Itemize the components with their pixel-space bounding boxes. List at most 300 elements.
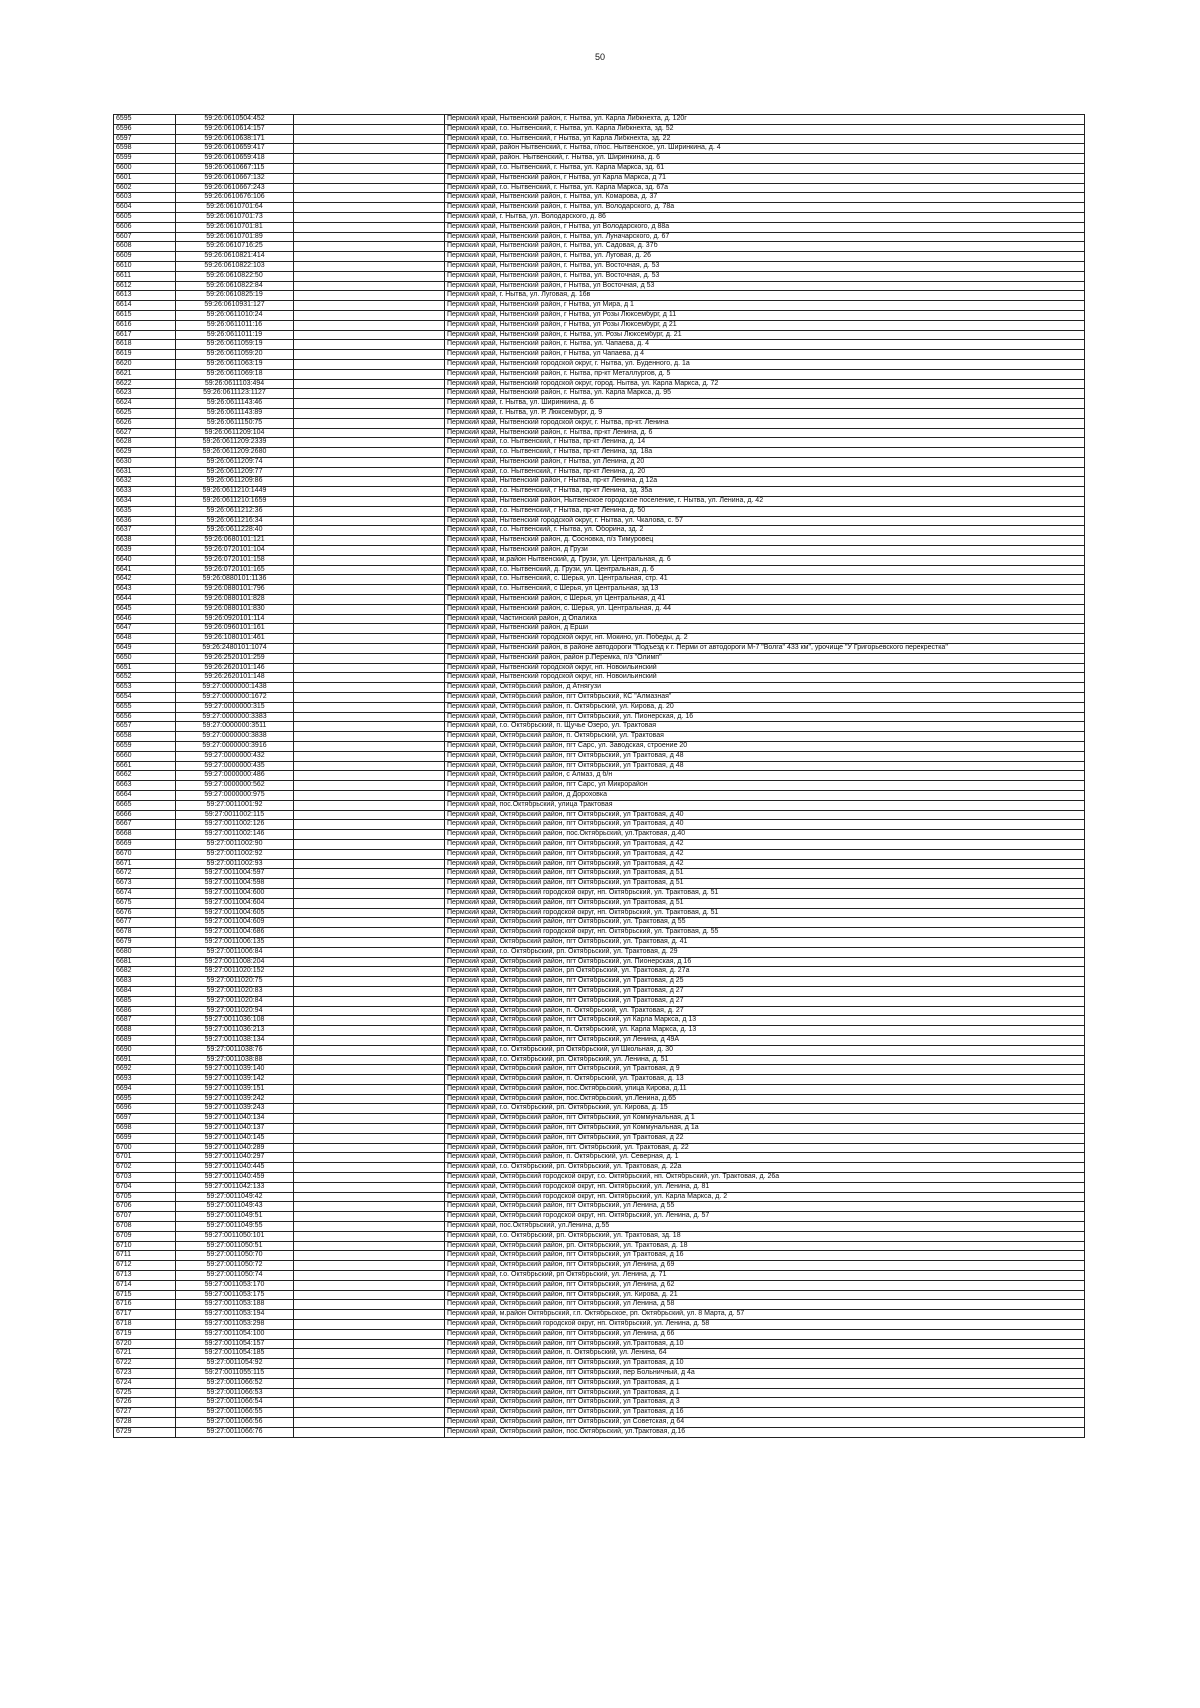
row-number-cell: 6617 xyxy=(114,330,176,340)
address-cell: Пермский край, Нытвенский городской округ, г. Нытва, ул. Чкалова, с. 57 xyxy=(445,516,1085,526)
address-cell: Пермский край, Частинский район, д Опалиха xyxy=(445,614,1085,624)
cadastral-number-cell: 59:27:0011042:133 xyxy=(176,1182,294,1192)
address-cell: Пермский край, Октябрьский район, пгт Октябрьский, ул Трактовая, д 1 xyxy=(445,1388,1085,1398)
empty-cell xyxy=(294,771,445,781)
address-cell: Пермский край, г.о. Октябрьский, рп Октябрьский, ул Школьная, д. 30 xyxy=(445,1045,1085,1055)
empty-cell xyxy=(294,1290,445,1300)
address-cell: Пермский край, Октябрьский район, пгт Октябрьский, КС "Алмазная" xyxy=(445,693,1085,703)
address-cell: Пермский край, Нытвенский район, г. Нытва, ул. Володарского, д. 78а xyxy=(445,203,1085,213)
table-row xyxy=(114,614,1085,624)
empty-cell xyxy=(294,683,445,693)
row-number-cell: 6695 xyxy=(114,1094,176,1104)
cadastral-number-cell: 59:27:0000000:3511 xyxy=(176,722,294,732)
empty-cell xyxy=(294,1035,445,1045)
address-cell: Пермский край, Октябрьский район, пгт Октябрьский, ул Ленина, д 66 xyxy=(445,1329,1085,1339)
empty-cell xyxy=(294,1388,445,1398)
row-number-cell: 6657 xyxy=(114,722,176,732)
cadastral-number-cell: 59:26:0610716:25 xyxy=(176,242,294,252)
row-number-cell: 6707 xyxy=(114,1212,176,1222)
cadastral-number-cell: 59:26:0880101:828 xyxy=(176,595,294,605)
row-number-cell: 6685 xyxy=(114,996,176,1006)
table-row xyxy=(114,800,1085,810)
empty-cell xyxy=(294,1153,445,1163)
cadastral-number-cell: 59:27:0000000:1672 xyxy=(176,693,294,703)
table-row xyxy=(114,506,1085,516)
empty-cell xyxy=(294,869,445,879)
cadastral-number-cell: 59:27:0000000:315 xyxy=(176,702,294,712)
row-number-cell: 6692 xyxy=(114,1065,176,1075)
row-number-cell: 6719 xyxy=(114,1329,176,1339)
cadastral-number-cell: 59:27:0011049:55 xyxy=(176,1222,294,1232)
address-cell: Пермский край, пос.Октябрьский, улица Трактовая xyxy=(445,800,1085,810)
table-row xyxy=(114,1192,1085,1202)
table-row xyxy=(114,869,1085,879)
cadastral-number-cell: 59:27:0011020:94 xyxy=(176,1006,294,1016)
row-number-cell: 6599 xyxy=(114,154,176,164)
empty-cell xyxy=(294,1222,445,1232)
address-cell: Пермский край, Октябрьский городской округ, нп. Октябрьский, ул. Ленина, д. 81 xyxy=(445,1182,1085,1192)
table-row xyxy=(114,1124,1085,1134)
address-cell: Пермский край, Октябрьский городской округ, нп. Октябрьский, ул. Трактовая, д. 55 xyxy=(445,928,1085,938)
address-cell: Пермский край, Октябрьский район, п. Октябрьский, ул. Ленина, 64 xyxy=(445,1349,1085,1359)
table-row xyxy=(114,1378,1085,1388)
row-number-cell: 6681 xyxy=(114,957,176,967)
empty-cell xyxy=(294,1339,445,1349)
address-cell: Пермский край, Октябрьский район, пгт Октябрьский, ул Ленина, д 49А xyxy=(445,1035,1085,1045)
row-number-cell: 6647 xyxy=(114,624,176,634)
table-row xyxy=(114,350,1085,360)
row-number-cell: 6705 xyxy=(114,1192,176,1202)
row-number-cell: 6660 xyxy=(114,751,176,761)
address-cell: Пермский край, Нытвенский городской округ, нп. Новоильинский xyxy=(445,673,1085,683)
table-row xyxy=(114,781,1085,791)
address-cell: Пермский край, Октябрьский район, пос.Октябрьский, ул.Трактовая, д.40 xyxy=(445,830,1085,840)
row-number-cell: 6721 xyxy=(114,1349,176,1359)
row-number-cell: 6629 xyxy=(114,448,176,458)
address-cell: Пермский край, Октябрьский район, пгт Октябрьский, ул Трактовая, д 51 xyxy=(445,879,1085,889)
address-cell: Пермский край, г.о. Нытвенский, г. Нытва, ул. Карла Маркса, зд. 67а xyxy=(445,183,1085,193)
empty-cell xyxy=(294,761,445,771)
address-cell: Пермский край, Нытвенский район, г Нытва, ул Розы Люксембург, д 11 xyxy=(445,310,1085,320)
address-cell: Пермский край, Октябрьский район, рп. Октябрьский, ул. Трактовая, д. 18 xyxy=(445,1241,1085,1251)
empty-cell xyxy=(294,644,445,654)
row-number-cell: 6712 xyxy=(114,1261,176,1271)
address-cell: Пермский край, Октябрьский район, пгт Октябрьский, ул Советская, д 64 xyxy=(445,1417,1085,1427)
table-row xyxy=(114,595,1085,605)
row-number-cell: 6663 xyxy=(114,781,176,791)
cadastral-number-cell: 59:26:0611209:104 xyxy=(176,428,294,438)
table-row xyxy=(114,379,1085,389)
row-number-cell: 6603 xyxy=(114,193,176,203)
empty-cell xyxy=(294,839,445,849)
row-number-cell: 6682 xyxy=(114,967,176,977)
row-number-cell: 6636 xyxy=(114,516,176,526)
address-cell: Пермский край, г.о. Октябрьский, рп Октябрьский, ул. Ленина, д. 71 xyxy=(445,1271,1085,1281)
address-cell: Пермский край, Октябрьский район, пгт Октябрьский, ул Трактовая, д 48 xyxy=(445,751,1085,761)
empty-cell xyxy=(294,428,445,438)
empty-cell xyxy=(294,1241,445,1251)
row-number-cell: 6613 xyxy=(114,291,176,301)
cadastral-number-cell: 59:26:0610504:452 xyxy=(176,115,294,125)
address-cell: Пермский край, Нытвенский городской округ, город. Нытва, ул. Карла Маркса, д. 72 xyxy=(445,379,1085,389)
address-cell: Пермский край, Октябрьский район, пос.Октябрьский, ул.Ленина, д.65 xyxy=(445,1094,1085,1104)
cadastral-number-cell: 59:26:0611209:74 xyxy=(176,457,294,467)
row-number-cell: 6644 xyxy=(114,595,176,605)
address-cell: Пермский край, Октябрьский район, пгт Октябрьский, пер Больничный, д 4а xyxy=(445,1369,1085,1379)
cadastral-number-cell: 59:27:0011054:92 xyxy=(176,1359,294,1369)
empty-cell xyxy=(294,310,445,320)
row-number-cell: 6717 xyxy=(114,1310,176,1320)
empty-cell xyxy=(294,663,445,673)
cadastral-number-cell: 59:27:0011002:126 xyxy=(176,820,294,830)
row-number-cell: 6624 xyxy=(114,399,176,409)
empty-cell xyxy=(294,1143,445,1153)
row-number-cell: 6601 xyxy=(114,173,176,183)
address-cell: Пермский край, Нытвенский район, г. Нытва, ул. Карла Либкнехта, д. 120г xyxy=(445,115,1085,125)
empty-cell xyxy=(294,800,445,810)
cadastral-number-cell: 59:27:0011036:108 xyxy=(176,1016,294,1026)
empty-cell xyxy=(294,1329,445,1339)
cadastral-number-cell: 59:27:0011054:157 xyxy=(176,1339,294,1349)
empty-cell xyxy=(294,986,445,996)
table-row xyxy=(114,810,1085,820)
empty-cell xyxy=(294,163,445,173)
empty-cell xyxy=(294,673,445,683)
row-number-cell: 6696 xyxy=(114,1104,176,1114)
cadastral-number-cell: 59:26:0611209:2680 xyxy=(176,448,294,458)
table-row xyxy=(114,712,1085,722)
table-row xyxy=(114,830,1085,840)
table-row xyxy=(114,1388,1085,1398)
registry-table-body xyxy=(114,115,1085,1438)
address-cell: Пермский край, Октябрьский район, пгт Сарс, ул. Заводская, строение 20 xyxy=(445,742,1085,752)
address-cell: Пермский край, Нытвенский городской округ, нп. Новоильинский xyxy=(445,663,1085,673)
row-number-cell: 6709 xyxy=(114,1231,176,1241)
cadastral-number-cell: 59:27:0011036:213 xyxy=(176,1026,294,1036)
table-row xyxy=(114,183,1085,193)
row-number-cell: 6620 xyxy=(114,359,176,369)
row-number-cell: 6638 xyxy=(114,536,176,546)
table-row xyxy=(114,683,1085,693)
row-number-cell: 6693 xyxy=(114,1075,176,1085)
empty-cell xyxy=(294,781,445,791)
address-cell: Пермский край, Октябрьский район, д Атнягузи xyxy=(445,683,1085,693)
row-number-cell: 6687 xyxy=(114,1016,176,1026)
empty-cell xyxy=(294,1104,445,1114)
row-number-cell: 6654 xyxy=(114,693,176,703)
empty-cell xyxy=(294,967,445,977)
table-row xyxy=(114,732,1085,742)
address-cell: Пермский край, Октябрьский район, пгт Октябрьский, ул. Пионерская, д 16 xyxy=(445,957,1085,967)
row-number-cell: 6694 xyxy=(114,1084,176,1094)
cadastral-number-cell: 59:26:0610825:19 xyxy=(176,291,294,301)
cadastral-number-cell: 59:27:0011020:83 xyxy=(176,986,294,996)
empty-cell xyxy=(294,1378,445,1388)
cadastral-number-cell: 59:27:0011040:289 xyxy=(176,1143,294,1153)
table-row xyxy=(114,1153,1085,1163)
empty-cell xyxy=(294,359,445,369)
address-cell: Пермский край, Октябрьский городской округ, нп. Октябрьский, ул. Ленина, д. 57 xyxy=(445,1212,1085,1222)
row-number-cell: 6633 xyxy=(114,487,176,497)
empty-cell xyxy=(294,928,445,938)
empty-cell xyxy=(294,575,445,585)
address-cell: Пермский край, Нытвенский район, г Нытва, ул Володарского, д 88а xyxy=(445,222,1085,232)
table-row xyxy=(114,1300,1085,1310)
table-row xyxy=(114,330,1085,340)
address-cell: Пермский край, Октябрьский район, пос.Октябрьский, улица Кирова, д.11 xyxy=(445,1084,1085,1094)
address-cell: Пермский край, Октябрьский район, пгт Октябрьский, ул Трактовая, д 51 xyxy=(445,869,1085,879)
cadastral-number-cell: 59:26:0880101:796 xyxy=(176,585,294,595)
row-number-cell: 6642 xyxy=(114,575,176,585)
cadastral-number-cell: 59:27:0011039:140 xyxy=(176,1065,294,1075)
table-row xyxy=(114,1133,1085,1143)
cadastral-number-cell: 59:27:0011050:74 xyxy=(176,1271,294,1281)
cadastral-number-cell: 59:27:0011054:100 xyxy=(176,1329,294,1339)
cadastral-number-cell: 59:26:0610701:89 xyxy=(176,232,294,242)
empty-cell xyxy=(294,742,445,752)
address-cell: Пермский край, Нытвенский район, г. Нытва, ул. Луначарского, д. 67 xyxy=(445,232,1085,242)
table-row xyxy=(114,222,1085,232)
table-row xyxy=(114,526,1085,536)
cadastral-number-cell: 59:27:0011001:92 xyxy=(176,800,294,810)
table-row xyxy=(114,1212,1085,1222)
table-row xyxy=(114,967,1085,977)
cadastral-number-cell: 59:27:0011040:137 xyxy=(176,1124,294,1134)
cadastral-number-cell: 59:27:0011053:175 xyxy=(176,1290,294,1300)
address-cell: Пермский край, г. Нытва, ул. Володарского, д. 86 xyxy=(445,212,1085,222)
row-number-cell: 6711 xyxy=(114,1251,176,1261)
empty-cell xyxy=(294,937,445,947)
empty-cell xyxy=(294,1006,445,1016)
address-cell: Пермский край, Нытвенский район, с Шерья, ул Центральная, д 41 xyxy=(445,595,1085,605)
address-cell: Пермский край, Октябрьский район, д Дороховка xyxy=(445,790,1085,800)
address-cell: Пермский край, Октябрьский район, пгт Октябрьский, ул. Трактовая, д 55 xyxy=(445,918,1085,928)
cadastral-number-cell: 59:27:0011008:204 xyxy=(176,957,294,967)
address-cell: Пермский край, Октябрьский район, пгт Октябрьский, ул Трактовая, д 10 xyxy=(445,1359,1085,1369)
empty-cell xyxy=(294,859,445,869)
cadastral-number-cell: 59:27:0011004:600 xyxy=(176,888,294,898)
address-cell: Пермский край, Октябрьский городской округ, нп. Октябрьский, ул. Карла Маркса, д. 2 xyxy=(445,1192,1085,1202)
row-number-cell: 6612 xyxy=(114,281,176,291)
table-row xyxy=(114,310,1085,320)
empty-cell xyxy=(294,702,445,712)
cadastral-number-cell: 59:27:0011066:55 xyxy=(176,1408,294,1418)
table-row xyxy=(114,173,1085,183)
address-cell: Пермский край, Октябрьский район, пгт Октябрьский, ул Трактовая, д 27 xyxy=(445,996,1085,1006)
table-row xyxy=(114,634,1085,644)
address-cell: Пермский край, Нытвенский район, г Нытва, ул Восточная, д 53 xyxy=(445,281,1085,291)
address-cell: Пермский край, Октябрьский район, пгт Октябрьский, ул Трактовая, д 48 xyxy=(445,761,1085,771)
empty-cell xyxy=(294,350,445,360)
cadastral-number-cell: 59:27:0011038:76 xyxy=(176,1045,294,1055)
table-row xyxy=(114,1045,1085,1055)
table-row xyxy=(114,232,1085,242)
address-cell: Пермский край, Нытвенский район, г. Нытва, ул. Восточная, д. 53 xyxy=(445,261,1085,271)
empty-cell xyxy=(294,555,445,565)
empty-cell xyxy=(294,134,445,144)
cadastral-number-cell: 59:27:0011002:92 xyxy=(176,849,294,859)
address-cell: Пермский край, г.о. Нытвенский, г. Нытва, ул. Карла Либкнехта, зд. 52 xyxy=(445,124,1085,134)
table-row xyxy=(114,653,1085,663)
table-row xyxy=(114,448,1085,458)
address-cell: Пермский край, Октябрьский район, п. Октябрьский, ул. Северная, д. 1 xyxy=(445,1153,1085,1163)
table-row xyxy=(114,428,1085,438)
table-row xyxy=(114,888,1085,898)
empty-cell xyxy=(294,810,445,820)
row-number-cell: 6595 xyxy=(114,115,176,125)
table-row xyxy=(114,1173,1085,1183)
address-cell: Пермский край, район. Нытвенский, г. Нытва, ул. Ширинкина, д. 6 xyxy=(445,154,1085,164)
cadastral-number-cell: 59:27:0011040:297 xyxy=(176,1153,294,1163)
cadastral-number-cell: 59:27:0011002:115 xyxy=(176,810,294,820)
cadastral-number-cell: 59:26:2620101:146 xyxy=(176,663,294,673)
address-cell: Пермский край, Октябрьский городской округ, нп. Октябрьский, ул. Ленина, д. 58 xyxy=(445,1320,1085,1330)
empty-cell xyxy=(294,438,445,448)
cadastral-number-cell: 59:27:0011040:445 xyxy=(176,1163,294,1173)
address-cell: Пермский край, Октябрьский район, пгт Октябрьский, ул Трактовая, д 3 xyxy=(445,1398,1085,1408)
table-row xyxy=(114,134,1085,144)
empty-cell xyxy=(294,1133,445,1143)
row-number-cell: 6616 xyxy=(114,320,176,330)
row-number-cell: 6635 xyxy=(114,506,176,516)
empty-cell xyxy=(294,212,445,222)
empty-cell xyxy=(294,1173,445,1183)
row-number-cell: 6668 xyxy=(114,830,176,840)
empty-cell xyxy=(294,1398,445,1408)
empty-cell xyxy=(294,712,445,722)
address-cell: Пермский край, Нытвенский район, г. Нытва, ул. Восточная, д. 53 xyxy=(445,271,1085,281)
table-row xyxy=(114,115,1085,125)
address-cell: Пермский край, Октябрьский район, пгт Октябрьский, ул.Трактовая, д.10 xyxy=(445,1339,1085,1349)
row-number-cell: 6724 xyxy=(114,1378,176,1388)
empty-cell xyxy=(294,1124,445,1134)
table-row xyxy=(114,673,1085,683)
table-row xyxy=(114,585,1085,595)
cadastral-number-cell: 59:27:0011050:72 xyxy=(176,1261,294,1271)
empty-cell xyxy=(294,693,445,703)
empty-cell xyxy=(294,516,445,526)
table-row xyxy=(114,212,1085,222)
cadastral-number-cell: 59:27:0011053:194 xyxy=(176,1310,294,1320)
table-row xyxy=(114,516,1085,526)
address-cell: Пермский край, Октябрьский район, пгт Октябрьский, ул Трактовая, д 51 xyxy=(445,898,1085,908)
cadastral-number-cell: 59:27:0011039:151 xyxy=(176,1084,294,1094)
empty-cell xyxy=(294,1427,445,1437)
empty-cell xyxy=(294,222,445,232)
empty-cell xyxy=(294,379,445,389)
address-cell: Пермский край, Нытвенский район, г Нытва, ул Мира, д 1 xyxy=(445,301,1085,311)
empty-cell xyxy=(294,154,445,164)
row-number-cell: 6688 xyxy=(114,1026,176,1036)
row-number-cell: 6645 xyxy=(114,604,176,614)
row-number-cell: 6618 xyxy=(114,340,176,350)
address-cell: Пермский край, Октябрьский район, пгт Октябрьский, ул Ленина, д 69 xyxy=(445,1261,1085,1271)
address-cell: Пермский край, Нытвенский район, г. Нытва, пр-кт Ленина, д. 6 xyxy=(445,428,1085,438)
cadastral-number-cell: 59:27:0000000:432 xyxy=(176,751,294,761)
table-row xyxy=(114,1280,1085,1290)
address-cell: Пермский край, Нытвенский район, г. Нытва, ул. Карла Маркса, д. 95 xyxy=(445,389,1085,399)
address-cell: Пермский край, Октябрьский район, пгт Октябрьский, ул Трактовая, д 40 xyxy=(445,820,1085,830)
cadastral-number-cell: 59:26:2620101:148 xyxy=(176,673,294,683)
cadastral-number-cell: 59:26:0610659:418 xyxy=(176,154,294,164)
cadastral-number-cell: 59:26:0611063:19 xyxy=(176,359,294,369)
cadastral-number-cell: 59:26:0611011:16 xyxy=(176,320,294,330)
address-cell: Пермский край, Октябрьский район, пос.Октябрьский, ул.Трактовая, д.16 xyxy=(445,1427,1085,1437)
table-row xyxy=(114,1290,1085,1300)
address-cell: Пермский край, г.о. Октябрьский, п. Щучье Озеро, ул. Трактовая xyxy=(445,722,1085,732)
row-number-cell: 6675 xyxy=(114,898,176,908)
cadastral-number-cell: 59:26:0610638:171 xyxy=(176,134,294,144)
empty-cell xyxy=(294,536,445,546)
table-row xyxy=(114,1241,1085,1251)
table-row xyxy=(114,1006,1085,1016)
address-cell: Пермский край, Октябрьский район, пгт Октябрьский, ул. Кирова, д. 21 xyxy=(445,1290,1085,1300)
address-cell: Пермский край, Нытвенский район, г. Нытва, ул. Чапаева, д. 4 xyxy=(445,340,1085,350)
empty-cell xyxy=(294,330,445,340)
row-number-cell: 6609 xyxy=(114,252,176,262)
table-row xyxy=(114,1035,1085,1045)
cadastral-number-cell: 59:27:0011039:142 xyxy=(176,1075,294,1085)
table-row xyxy=(114,487,1085,497)
row-number-cell: 6729 xyxy=(114,1427,176,1437)
empty-cell xyxy=(294,320,445,330)
address-cell: Пермский край, Октябрьский район, пгт. Октябрьский, ул. Трактовая, д. 22 xyxy=(445,1143,1085,1153)
empty-cell xyxy=(294,457,445,467)
row-number-cell: 6655 xyxy=(114,702,176,712)
empty-cell xyxy=(294,653,445,663)
empty-cell xyxy=(294,477,445,487)
empty-cell xyxy=(294,1280,445,1290)
row-number-cell: 6673 xyxy=(114,879,176,889)
row-number-cell: 6691 xyxy=(114,1055,176,1065)
cadastral-number-cell: 59:26:0610614:157 xyxy=(176,124,294,134)
cadastral-number-cell: 59:27:0000000:435 xyxy=(176,761,294,771)
cadastral-number-cell: 59:26:0611210:1449 xyxy=(176,487,294,497)
row-number-cell: 6630 xyxy=(114,457,176,467)
row-number-cell: 6615 xyxy=(114,310,176,320)
row-number-cell: 6607 xyxy=(114,232,176,242)
address-cell: Пермский край, Нытвенский район, г Нытва, пр-кт Ленина, д 12а xyxy=(445,477,1085,487)
row-number-cell: 6598 xyxy=(114,144,176,154)
table-row xyxy=(114,928,1085,938)
table-row xyxy=(114,879,1085,889)
table-row xyxy=(114,849,1085,859)
empty-cell xyxy=(294,1212,445,1222)
table-row xyxy=(114,242,1085,252)
row-number-cell: 6700 xyxy=(114,1143,176,1153)
empty-cell xyxy=(294,291,445,301)
row-number-cell: 6597 xyxy=(114,134,176,144)
cadastral-number-cell: 59:27:0011002:90 xyxy=(176,839,294,849)
cadastral-number-cell: 59:26:0611212:36 xyxy=(176,506,294,516)
address-cell: Пермский край, Нытвенский район, г. Нытва, пр-кт Металлургов, д. 5 xyxy=(445,369,1085,379)
address-cell: Пермский край, пос.Октябрьский, ул.Ленина, д.55 xyxy=(445,1222,1085,1232)
empty-cell xyxy=(294,448,445,458)
cadastral-number-cell: 59:26:2520101:259 xyxy=(176,653,294,663)
table-row xyxy=(114,154,1085,164)
empty-cell xyxy=(294,301,445,311)
row-number-cell: 6611 xyxy=(114,271,176,281)
cadastral-number-cell: 59:26:0610667:243 xyxy=(176,183,294,193)
empty-cell xyxy=(294,624,445,634)
table-row xyxy=(114,1251,1085,1261)
row-number-cell: 6676 xyxy=(114,908,176,918)
row-number-cell: 6608 xyxy=(114,242,176,252)
table-row xyxy=(114,918,1085,928)
row-number-cell: 6625 xyxy=(114,408,176,418)
address-cell: Пермский край, Октябрьский городской округ, нп. Октябрьский, ул. Трактовая, д. 51 xyxy=(445,888,1085,898)
empty-cell xyxy=(294,1320,445,1330)
